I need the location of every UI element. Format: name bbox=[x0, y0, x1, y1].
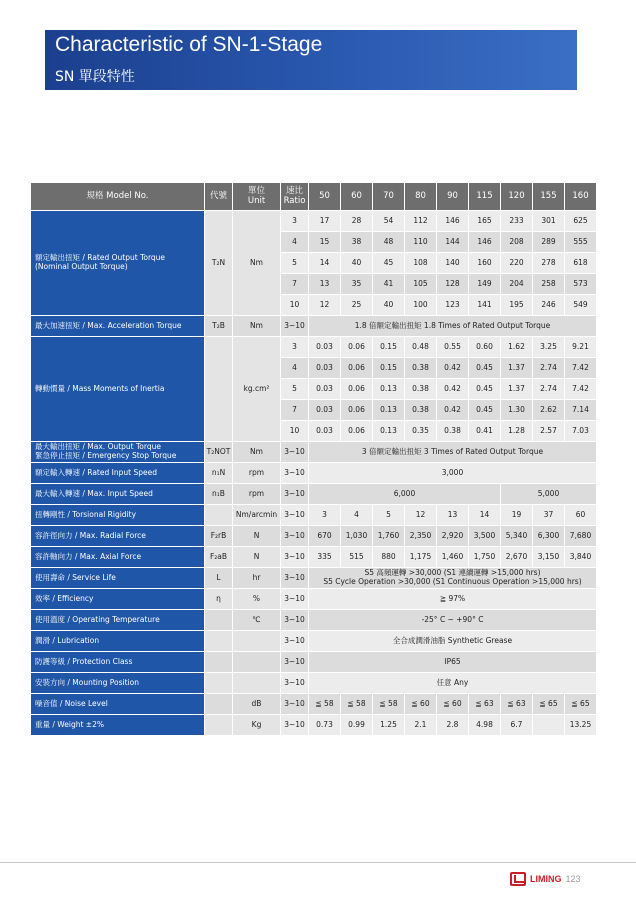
ratio-cell: 3~10 bbox=[281, 442, 309, 463]
ratio-cell: 3~10 bbox=[281, 463, 309, 484]
value-cell: 0.41 bbox=[469, 421, 501, 442]
value-cell: 0.38 bbox=[405, 358, 437, 379]
value-cell: 1.62 bbox=[501, 337, 533, 358]
value-cell: 335 bbox=[309, 547, 341, 568]
value-cell: 0.03 bbox=[309, 421, 341, 442]
value-cell: 0.03 bbox=[309, 358, 341, 379]
merged-value-cell: 任意 Any bbox=[309, 673, 597, 694]
row-label-max-output-torque: 最大輸出扭矩 / Max. Output Torque 緊急停止扭矩 / Emergency Stop Torque bbox=[31, 442, 205, 463]
ratio-cell: 3~10 bbox=[281, 694, 309, 715]
table-row bbox=[31, 631, 597, 652]
ratio-cell: 3~10 bbox=[281, 547, 309, 568]
value-cell: 0.06 bbox=[341, 358, 373, 379]
row-code bbox=[205, 652, 233, 673]
value-cell: ≦ 63 bbox=[469, 694, 501, 715]
value-cell: 7.42 bbox=[565, 379, 597, 400]
header-ratio: 速比 Ratio bbox=[281, 183, 309, 211]
value-cell: 549 bbox=[565, 295, 597, 316]
row-label-protection-class: 防護等級 / Protection Class bbox=[31, 652, 205, 673]
value-cell: 6.7 bbox=[501, 715, 533, 736]
row-label-torsional-rigidity: 扭轉剛性 / Torsional Rigidity bbox=[31, 505, 205, 526]
value-cell: 0.35 bbox=[405, 421, 437, 442]
value-cell: 0.06 bbox=[341, 379, 373, 400]
row-unit: Nm bbox=[233, 442, 281, 463]
row-label-accel-torque: 最大加速扭矩 / Max. Acceleration Torque bbox=[31, 316, 205, 337]
value-cell: 4 bbox=[341, 505, 373, 526]
ratio-cell: 3~10 bbox=[281, 610, 309, 631]
row-code bbox=[205, 610, 233, 631]
service-life-line: S5 Cycle Operation >30,000 (S1 Continuous Operation >15,000 hrs) bbox=[323, 577, 582, 586]
row-code bbox=[205, 673, 233, 694]
merged-value-cell: 3 倍額定輸出扭矩 3 Times of Rated Output Torque bbox=[309, 442, 597, 463]
row-unit: Kg bbox=[233, 715, 281, 736]
value-cell: 38 bbox=[341, 232, 373, 253]
value-cell: 618 bbox=[565, 253, 597, 274]
table-row bbox=[31, 568, 597, 589]
ratio-cell: 5 bbox=[281, 379, 309, 400]
row-unit bbox=[233, 631, 281, 652]
value-cell: 1.28 bbox=[501, 421, 533, 442]
merged-value-cell: 1.8 倍額定輸出扭矩 1.8 Times of Rated Output Torque bbox=[309, 316, 597, 337]
value-cell: 204 bbox=[501, 274, 533, 295]
row-label-radial-force: 容許徑向力 / Max. Radial Force bbox=[31, 526, 205, 547]
value-cell: 9.21 bbox=[565, 337, 597, 358]
row-label-max-input-speed: 最大輸入轉速 / Max. Input Speed bbox=[31, 484, 205, 505]
value-cell: 2.74 bbox=[533, 358, 565, 379]
value-cell: 0.60 bbox=[469, 337, 501, 358]
merged-value-cell: 5,000 bbox=[501, 484, 597, 505]
value-cell: 108 bbox=[405, 253, 437, 274]
value-cell: 2.57 bbox=[533, 421, 565, 442]
page-number: 123 bbox=[565, 874, 581, 884]
header-size: 115 bbox=[469, 183, 501, 211]
row-unit: dB bbox=[233, 694, 281, 715]
footer-divider bbox=[0, 862, 636, 863]
value-cell: 2,350 bbox=[405, 526, 437, 547]
value-cell: 3.25 bbox=[533, 337, 565, 358]
ratio-cell: 3~10 bbox=[281, 631, 309, 652]
value-cell: 60 bbox=[565, 505, 597, 526]
row-code: F₂aB bbox=[205, 547, 233, 568]
ratio-cell: 3 bbox=[281, 337, 309, 358]
value-cell: ≦ 65 bbox=[565, 694, 597, 715]
value-cell: 0.13 bbox=[373, 421, 405, 442]
value-cell: 149 bbox=[469, 274, 501, 295]
table-row bbox=[31, 505, 597, 526]
value-cell: 13 bbox=[437, 505, 469, 526]
value-cell: 41 bbox=[373, 274, 405, 295]
row-code: L bbox=[205, 568, 233, 589]
value-cell: 233 bbox=[501, 211, 533, 232]
merged-value-cell: ≧ 97% bbox=[309, 589, 597, 610]
ratio-cell: 10 bbox=[281, 421, 309, 442]
value-cell: 1.25 bbox=[373, 715, 405, 736]
value-cell: 0.42 bbox=[437, 379, 469, 400]
value-cell: 5 bbox=[373, 505, 405, 526]
row-label-operating-temperature: 使用溫度 / Operating Temperature bbox=[31, 610, 205, 631]
value-cell: 0.15 bbox=[373, 358, 405, 379]
value-cell: 14 bbox=[469, 505, 501, 526]
value-cell: 7.14 bbox=[565, 400, 597, 421]
value-cell: 0.06 bbox=[341, 400, 373, 421]
row-label-weight: 重量 / Weight ±2% bbox=[31, 715, 205, 736]
ratio-cell: 3~10 bbox=[281, 673, 309, 694]
value-cell: 146 bbox=[469, 232, 501, 253]
value-cell: 278 bbox=[533, 253, 565, 274]
row-code bbox=[205, 505, 233, 526]
ratio-cell: 7 bbox=[281, 274, 309, 295]
value-cell: ≦ 65 bbox=[533, 694, 565, 715]
value-cell: 0.15 bbox=[373, 337, 405, 358]
table-row bbox=[31, 463, 597, 484]
table-row bbox=[31, 610, 597, 631]
row-unit: hr bbox=[233, 568, 281, 589]
value-cell: 0.42 bbox=[437, 400, 469, 421]
value-cell: 573 bbox=[565, 274, 597, 295]
ratio-cell: 10 bbox=[281, 295, 309, 316]
value-cell: 165 bbox=[469, 211, 501, 232]
value-cell: 555 bbox=[565, 232, 597, 253]
row-label-lubrication: 潤滑 / Lubrication bbox=[31, 631, 205, 652]
merged-value-cell: -25° C ~ +90° C bbox=[309, 610, 597, 631]
value-cell: 0.06 bbox=[341, 337, 373, 358]
ratio-cell: 3~10 bbox=[281, 526, 309, 547]
row-unit: % bbox=[233, 589, 281, 610]
value-cell: 0.45 bbox=[469, 358, 501, 379]
table-row bbox=[31, 316, 597, 337]
row-label-efficiency: 效率 / Efficiency bbox=[31, 589, 205, 610]
row-unit: N bbox=[233, 526, 281, 547]
value-cell: 0.38 bbox=[405, 379, 437, 400]
value-cell: 1,460 bbox=[437, 547, 469, 568]
ratio-cell: 4 bbox=[281, 232, 309, 253]
row-unit: ℃ bbox=[233, 610, 281, 631]
table-row bbox=[31, 589, 597, 610]
row-label-service-life: 使用壽命 / Service Life bbox=[31, 568, 205, 589]
value-cell: 2,920 bbox=[437, 526, 469, 547]
value-cell: 195 bbox=[501, 295, 533, 316]
value-cell: 625 bbox=[565, 211, 597, 232]
value-cell: 25 bbox=[341, 295, 373, 316]
value-cell: 112 bbox=[405, 211, 437, 232]
row-label-rated-input-speed: 額定輸入轉速 / Rated Input Speed bbox=[31, 463, 205, 484]
header-size: 120 bbox=[501, 183, 533, 211]
table-row bbox=[31, 715, 597, 736]
row-code bbox=[205, 631, 233, 652]
value-cell: 0.73 bbox=[309, 715, 341, 736]
row-label-noise-level: 噪音值 / Noise Level bbox=[31, 694, 205, 715]
value-cell: ≦ 60 bbox=[437, 694, 469, 715]
value-cell: 123 bbox=[437, 295, 469, 316]
table-row bbox=[31, 673, 597, 694]
spec-table bbox=[30, 182, 597, 736]
ratio-cell: 3~10 bbox=[281, 505, 309, 526]
value-cell: 0.55 bbox=[437, 337, 469, 358]
value-cell: ≦ 63 bbox=[501, 694, 533, 715]
value-cell: 2.62 bbox=[533, 400, 565, 421]
value-cell: 0.38 bbox=[437, 421, 469, 442]
value-cell: 19 bbox=[501, 505, 533, 526]
value-cell: 670 bbox=[309, 526, 341, 547]
value-cell: ≦ 58 bbox=[341, 694, 373, 715]
header-size: 50 bbox=[309, 183, 341, 211]
merged-value-cell: IP65 bbox=[309, 652, 597, 673]
ratio-cell: 3~10 bbox=[281, 568, 309, 589]
value-cell bbox=[533, 715, 565, 736]
value-cell: 54 bbox=[373, 211, 405, 232]
value-cell: 28 bbox=[341, 211, 373, 232]
value-cell: 1,030 bbox=[341, 526, 373, 547]
value-cell: 37 bbox=[533, 505, 565, 526]
header-size: 70 bbox=[373, 183, 405, 211]
value-cell: 220 bbox=[501, 253, 533, 274]
value-cell: 208 bbox=[501, 232, 533, 253]
value-cell: 14 bbox=[309, 253, 341, 274]
value-cell: 35 bbox=[341, 274, 373, 295]
value-cell: 45 bbox=[373, 253, 405, 274]
row-label-mounting-position: 安裝方向 / Mounting Position bbox=[31, 673, 205, 694]
ratio-cell: 3~10 bbox=[281, 589, 309, 610]
row-unit bbox=[233, 652, 281, 673]
header-size: 155 bbox=[533, 183, 565, 211]
ratio-cell: 7 bbox=[281, 400, 309, 421]
ratio-cell: 3~10 bbox=[281, 652, 309, 673]
value-cell: 4.98 bbox=[469, 715, 501, 736]
value-cell: 246 bbox=[533, 295, 565, 316]
value-cell: 0.48 bbox=[405, 337, 437, 358]
merged-value-cell: 3,000 bbox=[309, 463, 597, 484]
row-code: F₂rB bbox=[205, 526, 233, 547]
value-cell: 146 bbox=[437, 211, 469, 232]
value-cell: 1.37 bbox=[501, 379, 533, 400]
ratio-cell: 5 bbox=[281, 253, 309, 274]
page-subtitle: SN 單段特性 bbox=[55, 69, 135, 85]
value-cell: 3,840 bbox=[565, 547, 597, 568]
value-cell: 6,300 bbox=[533, 526, 565, 547]
value-cell: ≦ 58 bbox=[373, 694, 405, 715]
value-cell: 3,500 bbox=[469, 526, 501, 547]
row-label-rated-torque: 額定輸出扭矩 / Rated Output Torque (Nominal Output Torque) bbox=[31, 211, 205, 316]
table-row bbox=[31, 484, 597, 505]
value-cell: 301 bbox=[533, 211, 565, 232]
row-unit: Nm/arcmin bbox=[233, 505, 281, 526]
value-cell: 105 bbox=[405, 274, 437, 295]
table-row bbox=[31, 547, 597, 568]
value-cell: 2.74 bbox=[533, 379, 565, 400]
merged-value-cell bbox=[309, 568, 597, 589]
ratio-cell: 3 bbox=[281, 211, 309, 232]
value-cell: 144 bbox=[437, 232, 469, 253]
table-row bbox=[31, 442, 597, 463]
value-cell: 40 bbox=[373, 295, 405, 316]
row-unit: rpm bbox=[233, 484, 281, 505]
table-row bbox=[31, 694, 597, 715]
value-cell: 2.1 bbox=[405, 715, 437, 736]
header-size: 80 bbox=[405, 183, 437, 211]
liming-logo-icon bbox=[510, 872, 526, 886]
table-header-row bbox=[31, 183, 597, 211]
value-cell: 3 bbox=[309, 505, 341, 526]
value-cell: 12 bbox=[309, 295, 341, 316]
value-cell: 0.38 bbox=[405, 400, 437, 421]
row-unit: Nm bbox=[233, 316, 281, 337]
value-cell: 0.13 bbox=[373, 400, 405, 421]
ratio-cell: 4 bbox=[281, 358, 309, 379]
value-cell: 258 bbox=[533, 274, 565, 295]
page-title: Characteristic of SN-1-Stage bbox=[55, 33, 323, 56]
row-code: n₁N bbox=[205, 463, 233, 484]
header-size: 160 bbox=[565, 183, 597, 211]
row-code: T₂B bbox=[205, 316, 233, 337]
value-cell: 110 bbox=[405, 232, 437, 253]
value-cell: 0.45 bbox=[469, 400, 501, 421]
table-row bbox=[31, 337, 597, 358]
table-row bbox=[31, 526, 597, 547]
value-cell: 2.8 bbox=[437, 715, 469, 736]
header-size: 90 bbox=[437, 183, 469, 211]
row-unit: Nm bbox=[233, 211, 281, 316]
value-cell: 0.42 bbox=[437, 358, 469, 379]
value-cell: 5,340 bbox=[501, 526, 533, 547]
row-code bbox=[205, 715, 233, 736]
value-cell: 1.37 bbox=[501, 358, 533, 379]
value-cell: 289 bbox=[533, 232, 565, 253]
row-code: η bbox=[205, 589, 233, 610]
value-cell: 13.25 bbox=[565, 715, 597, 736]
table-row bbox=[31, 652, 597, 673]
value-cell: 1.30 bbox=[501, 400, 533, 421]
table-row bbox=[31, 211, 597, 232]
value-cell: 13 bbox=[309, 274, 341, 295]
value-cell: 0.99 bbox=[341, 715, 373, 736]
header-code: 代號 bbox=[205, 183, 233, 211]
row-unit: kg.cm² bbox=[233, 337, 281, 442]
value-cell: 100 bbox=[405, 295, 437, 316]
value-cell: 1,175 bbox=[405, 547, 437, 568]
value-cell: 48 bbox=[373, 232, 405, 253]
value-cell: 0.03 bbox=[309, 400, 341, 421]
value-cell: 7.42 bbox=[565, 358, 597, 379]
value-cell: 15 bbox=[309, 232, 341, 253]
row-unit bbox=[233, 673, 281, 694]
header-unit: 單位 Unit bbox=[233, 183, 281, 211]
row-unit: N bbox=[233, 547, 281, 568]
merged-value-cell: 6,000 bbox=[309, 484, 501, 505]
merged-value-cell: 全合成潤滑油脂 Synthetic Grease bbox=[309, 631, 597, 652]
value-cell: 17 bbox=[309, 211, 341, 232]
value-cell: 0.03 bbox=[309, 379, 341, 400]
header-banner bbox=[45, 30, 577, 90]
row-code: T₂N bbox=[205, 211, 233, 316]
value-cell: 12 bbox=[405, 505, 437, 526]
value-cell: 141 bbox=[469, 295, 501, 316]
value-cell: 0.45 bbox=[469, 379, 501, 400]
row-code: T₂NOT bbox=[205, 442, 233, 463]
row-label-axial-force: 容許軸向力 / Max. Axial Force bbox=[31, 547, 205, 568]
value-cell: 140 bbox=[437, 253, 469, 274]
row-code: n₁B bbox=[205, 484, 233, 505]
value-cell: ≦ 60 bbox=[405, 694, 437, 715]
ratio-cell: 3~10 bbox=[281, 715, 309, 736]
header-size: 60 bbox=[341, 183, 373, 211]
row-unit: rpm bbox=[233, 463, 281, 484]
value-cell: 0.13 bbox=[373, 379, 405, 400]
value-cell: 1,760 bbox=[373, 526, 405, 547]
ratio-cell: 3~10 bbox=[281, 484, 309, 505]
service-life-line: S5 高頻運轉 >30,000 (S1 連續運轉 >15,000 hrs) bbox=[364, 568, 541, 578]
value-cell: 1,750 bbox=[469, 547, 501, 568]
footer-brand bbox=[510, 872, 581, 886]
value-cell: 0.06 bbox=[341, 421, 373, 442]
value-cell: 0.03 bbox=[309, 337, 341, 358]
value-cell: 880 bbox=[373, 547, 405, 568]
header-model: 規格 Model No. bbox=[31, 183, 205, 211]
value-cell: ≦ 58 bbox=[309, 694, 341, 715]
value-cell: 40 bbox=[341, 253, 373, 274]
value-cell: 160 bbox=[469, 253, 501, 274]
value-cell: 7,680 bbox=[565, 526, 597, 547]
row-label-inertia: 轉動慣量 / Mass Moments of Inertia bbox=[31, 337, 205, 442]
row-code bbox=[205, 337, 233, 442]
ratio-cell: 3~10 bbox=[281, 316, 309, 337]
brand-name: LIMING bbox=[530, 874, 562, 884]
value-cell: 128 bbox=[437, 274, 469, 295]
row-code bbox=[205, 694, 233, 715]
value-cell: 3,150 bbox=[533, 547, 565, 568]
value-cell: 7.03 bbox=[565, 421, 597, 442]
value-cell: 2,670 bbox=[501, 547, 533, 568]
value-cell: 515 bbox=[341, 547, 373, 568]
